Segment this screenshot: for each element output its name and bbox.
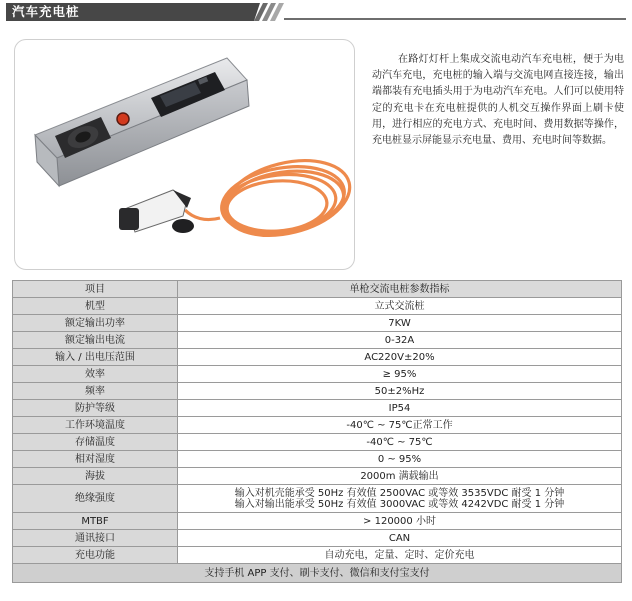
product-description: 在路灯灯杆上集成交流电动汽车充电桩，便于为电动汽车充电，充电桩的输入端与交流电网直接连接，输出端都装有充电插头用于为电动汽车充电。人们可以使用特定的充电卡在充电桩提供的人机交互操作界面上刷卡使用，进行相应的充电方式、充电时间、费用数据等操作，充电桩显示屏能显示充电量、费用、充电时间等数据。 — [372, 54, 624, 147]
column-header-item: 项目 — [13, 281, 178, 298]
table-row — [13, 547, 622, 564]
spec-table — [12, 280, 622, 583]
row-value: CAN — [178, 530, 622, 547]
table-footer-row — [13, 564, 622, 583]
row-value: IP54 — [178, 400, 622, 417]
table-row — [13, 468, 622, 485]
row-value: -40℃ ~ 75℃ — [178, 434, 622, 451]
table-row — [13, 513, 622, 530]
row-value: 7KW — [178, 315, 622, 332]
row-value: AC220V±20% — [178, 349, 622, 366]
row-label: 额定输出功率 — [13, 315, 178, 332]
table-header-row — [13, 281, 622, 298]
row-value: 50±2%Hz — [178, 383, 622, 400]
row-label: 海拔 — [13, 468, 178, 485]
row-value: -40℃ ~ 75℃正常工作 — [178, 417, 622, 434]
page-title: 汽车充电桩 — [12, 4, 80, 19]
row-label: 输入 / 出电压范围 — [13, 349, 178, 366]
header-stripes-decoration — [254, 3, 284, 21]
table-row — [13, 366, 622, 383]
row-label: 额定输出电流 — [13, 332, 178, 349]
table-row — [13, 451, 622, 468]
row-label: 相对湿度 — [13, 451, 178, 468]
table-row — [13, 383, 622, 400]
table-row — [13, 530, 622, 547]
row-label: 效率 — [13, 366, 178, 383]
table-row — [13, 315, 622, 332]
row-label: 频率 — [13, 383, 178, 400]
row-value: ≥ 95% — [178, 366, 622, 383]
product-image — [14, 39, 355, 270]
table-row — [13, 298, 622, 315]
row-value: 0-32A — [178, 332, 622, 349]
row-label: 存储温度 — [13, 434, 178, 451]
table-row — [13, 400, 622, 417]
row-label: 绝缘强度 — [13, 485, 178, 513]
row-label: 机型 — [13, 298, 178, 315]
row-label: MTBF — [13, 513, 178, 530]
insulation-line-2: 输入对输出能承受 50Hz 有效值 3000VAC 或等效 4242VDC 耐受 1 分钟 — [234, 498, 565, 510]
table-row — [13, 434, 622, 451]
row-label: 通讯接口 — [13, 530, 178, 547]
header-rule — [284, 18, 626, 20]
row-label: 工作环境温度 — [13, 417, 178, 434]
insulation-line-1: 输入对机壳能承受 50Hz 有效值 2500VAC 或等效 3535VDC 耐受 1 分钟 — [234, 487, 565, 499]
row-label: 防护等级 — [13, 400, 178, 417]
column-header-value: 单枪交流电桩参数指标 — [178, 281, 622, 298]
row-value: 自动充电，定量、定时、定价充电 — [178, 547, 622, 564]
table-row — [13, 417, 622, 434]
table-row — [13, 485, 622, 513]
table-row — [13, 332, 622, 349]
row-value — [178, 485, 622, 513]
header-bar — [6, 3, 254, 21]
charging-station-illustration — [15, 40, 355, 270]
table-row — [13, 349, 622, 366]
row-value: 立式交流桩 — [178, 298, 622, 315]
row-value: > 120000 小时 — [178, 513, 622, 530]
row-label: 充电功能 — [13, 547, 178, 564]
row-value: 2000m 满载输出 — [178, 468, 622, 485]
row-value: 0 ~ 95% — [178, 451, 622, 468]
section-header — [6, 3, 626, 21]
payment-methods: 支持手机 APP 支付、刷卡支付、微信和支付宝支付 — [13, 564, 622, 583]
